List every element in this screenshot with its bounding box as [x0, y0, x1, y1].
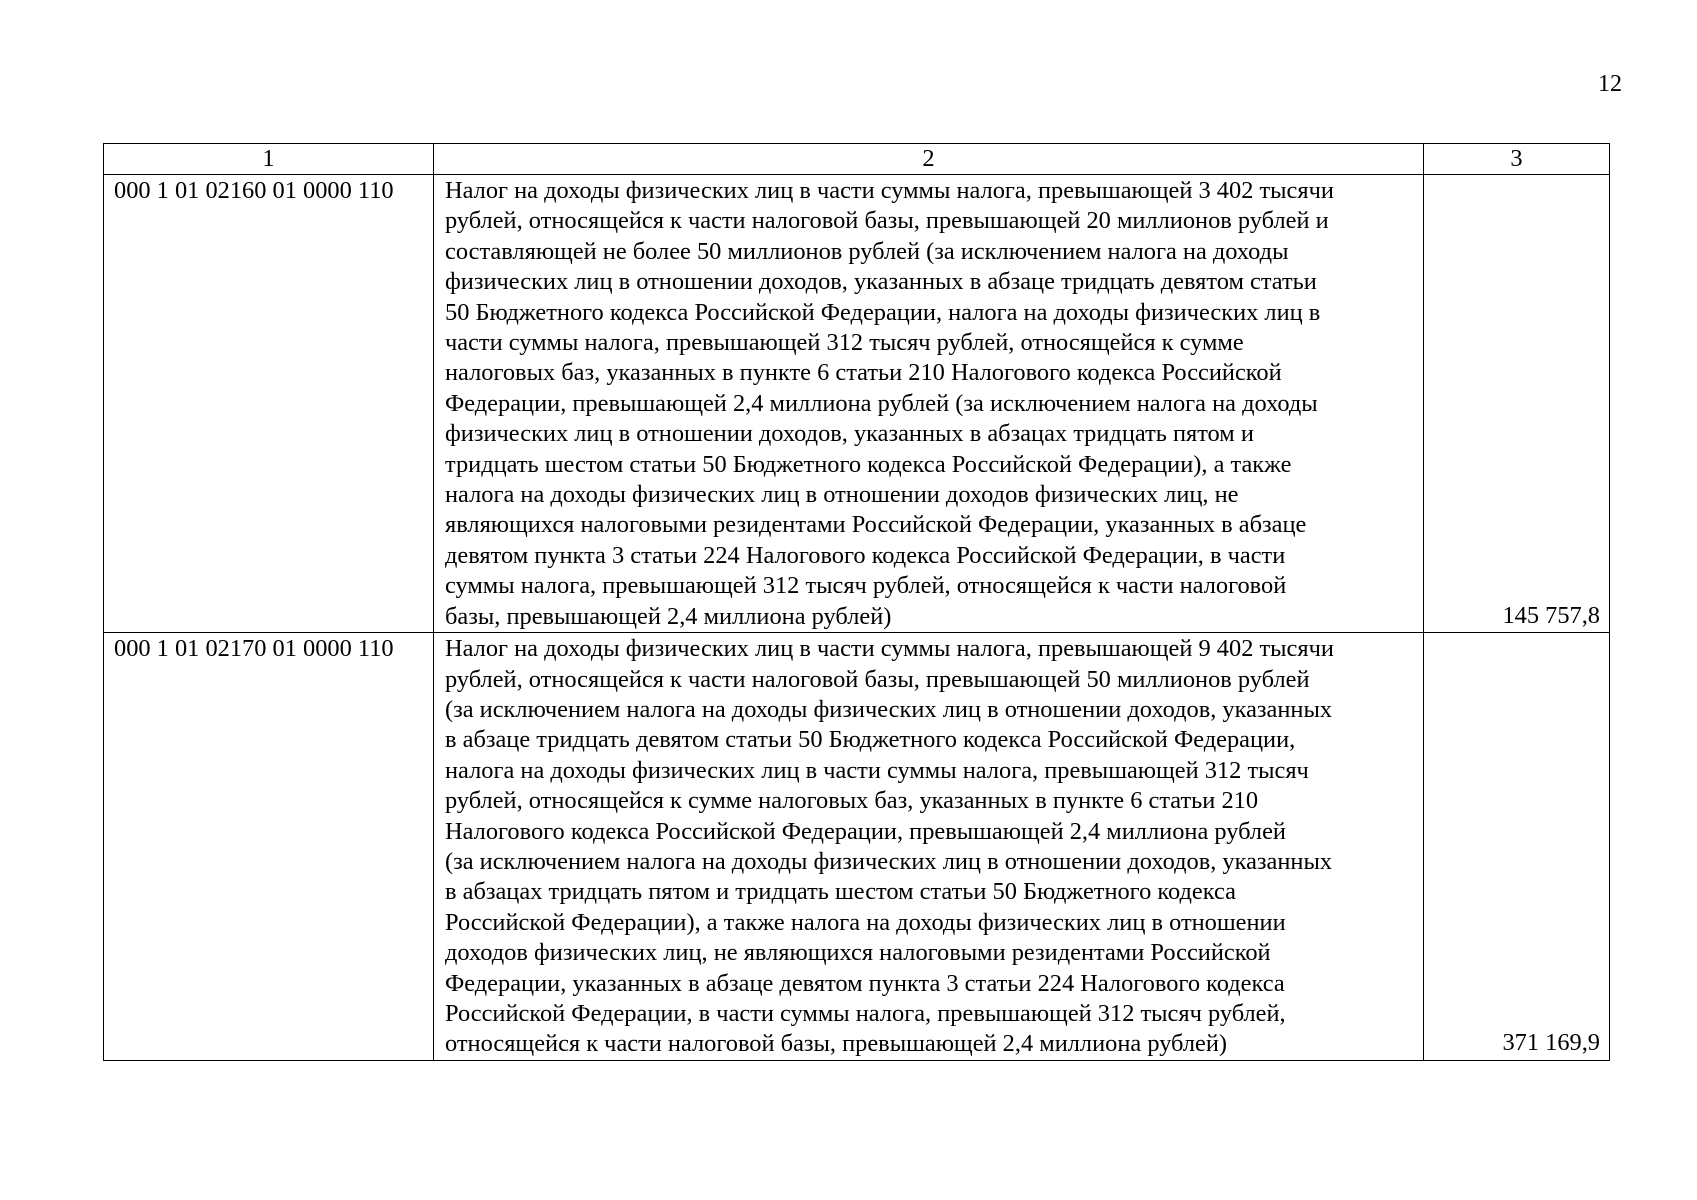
description-line: относящейся к части налоговой базы, превышающей 2,4 миллиона рублей): [445, 1030, 1228, 1058]
income-description-cell: [434, 633, 1424, 1061]
description-line: (за исключением налога на доходы физических лиц в отношении доходов, указанных: [445, 847, 1333, 875]
description-line: составляющей не более 50 миллионов рублей (за исключением налога на доходы: [445, 237, 1289, 265]
description-line: Налог на доходы физических лиц в части суммы налога, превышающей 3 402 тысячи: [445, 177, 1334, 204]
description-line: физических лиц в отношении доходов, указанных в абзаце тридцать девятом статьи: [445, 268, 1317, 296]
budget-code-cell: 000 1 01 02170 01 0000 110: [104, 633, 434, 1061]
description-line: Федерации, указанных в абзаце девятом пункта 3 статьи 224 Налогового кодекса: [445, 969, 1285, 997]
income-description-cell: [434, 175, 1424, 633]
page-number: 12: [1598, 71, 1622, 97]
column-header-code: 1: [104, 144, 434, 175]
description-line: девятом пункта 3 статьи 224 Налогового кодекса Российской Федерации, в части: [445, 541, 1286, 569]
amount-cell: 145 757,8: [1424, 175, 1610, 633]
description-line: в абзацах тридцать пятом и тридцать шестом статьи 50 Бюджетного кодекса: [445, 878, 1236, 906]
description-line: тридцать шестом статьи 50 Бюджетного кодекса Российской Федерации), а также: [445, 450, 1292, 478]
description-line: Российской Федерации), а также налога на доходы физических лиц в отношении: [445, 908, 1286, 936]
description-line: Российской Федерации, в части суммы налога, превышающей 312 тысяч рублей,: [445, 999, 1286, 1027]
description-line: Налог на доходы физических лиц в части суммы налога, превышающей 9 402 тысячи: [445, 635, 1334, 663]
description-line: налога на доходы физических лиц в отношении доходов физических лиц, не: [445, 481, 1239, 509]
description-line: физических лиц в отношении доходов, указанных в абзацах тридцать пятом и: [445, 420, 1254, 448]
description-line: рублей, относящейся к части налоговой базы, превышающей 50 миллионов рублей: [445, 665, 1310, 693]
budget-code-cell: 000 1 01 02160 01 0000 110: [104, 175, 434, 633]
description-line: 50 Бюджетного кодекса Российской Федерации, налога на доходы физических лиц в: [445, 298, 1321, 326]
description-line: (за исключением налога на доходы физических лиц в отношении доходов, указанных: [445, 695, 1333, 723]
description-line: рублей, относящейся к части налоговой базы, превышающей 20 миллионов рублей и: [445, 207, 1329, 235]
amount-cell: 371 169,9: [1424, 633, 1610, 1061]
description-line: Налогового кодекса Российской Федерации, превышающей 2,4 миллиона рублей: [445, 817, 1286, 845]
description-line: суммы налога, превышающей 312 тысяч рублей, относящейся к части налоговой: [445, 572, 1287, 600]
column-header-name: 2: [434, 144, 1424, 175]
table-header-row: [104, 144, 1610, 175]
column-header-amount: 3: [1424, 144, 1610, 175]
description-line: Федерации, превышающей 2,4 миллиона рублей (за исключением налога на доходы: [445, 389, 1318, 417]
description-line: налоговых баз, указанных в пункте 6 статьи 210 Налогового кодекса Российской: [445, 359, 1282, 387]
description-line: доходов физических лиц, не являющихся налоговыми резидентами Российской: [445, 939, 1271, 967]
budget-table: [103, 143, 1610, 1061]
table-row: [104, 633, 1610, 1061]
table-row: [104, 175, 1610, 633]
description-line: в абзаце тридцать девятом статьи 50 Бюджетного кодекса Российской Федерации,: [445, 726, 1296, 754]
description-line: являющихся налоговыми резидентами Российской Федерации, указанных в абзаце: [445, 511, 1307, 539]
description-line: базы, превышающей 2,4 миллиона рублей): [445, 602, 892, 630]
description-line: налога на доходы физических лиц в части суммы налога, превышающей 312 тысяч: [445, 756, 1309, 784]
description-line: рублей, относящейся к сумме налоговых баз, указанных в пункте 6 статьи 210: [445, 787, 1259, 815]
description-line: части суммы налога, превышающей 312 тысяч рублей, относящейся к сумме: [445, 329, 1244, 357]
